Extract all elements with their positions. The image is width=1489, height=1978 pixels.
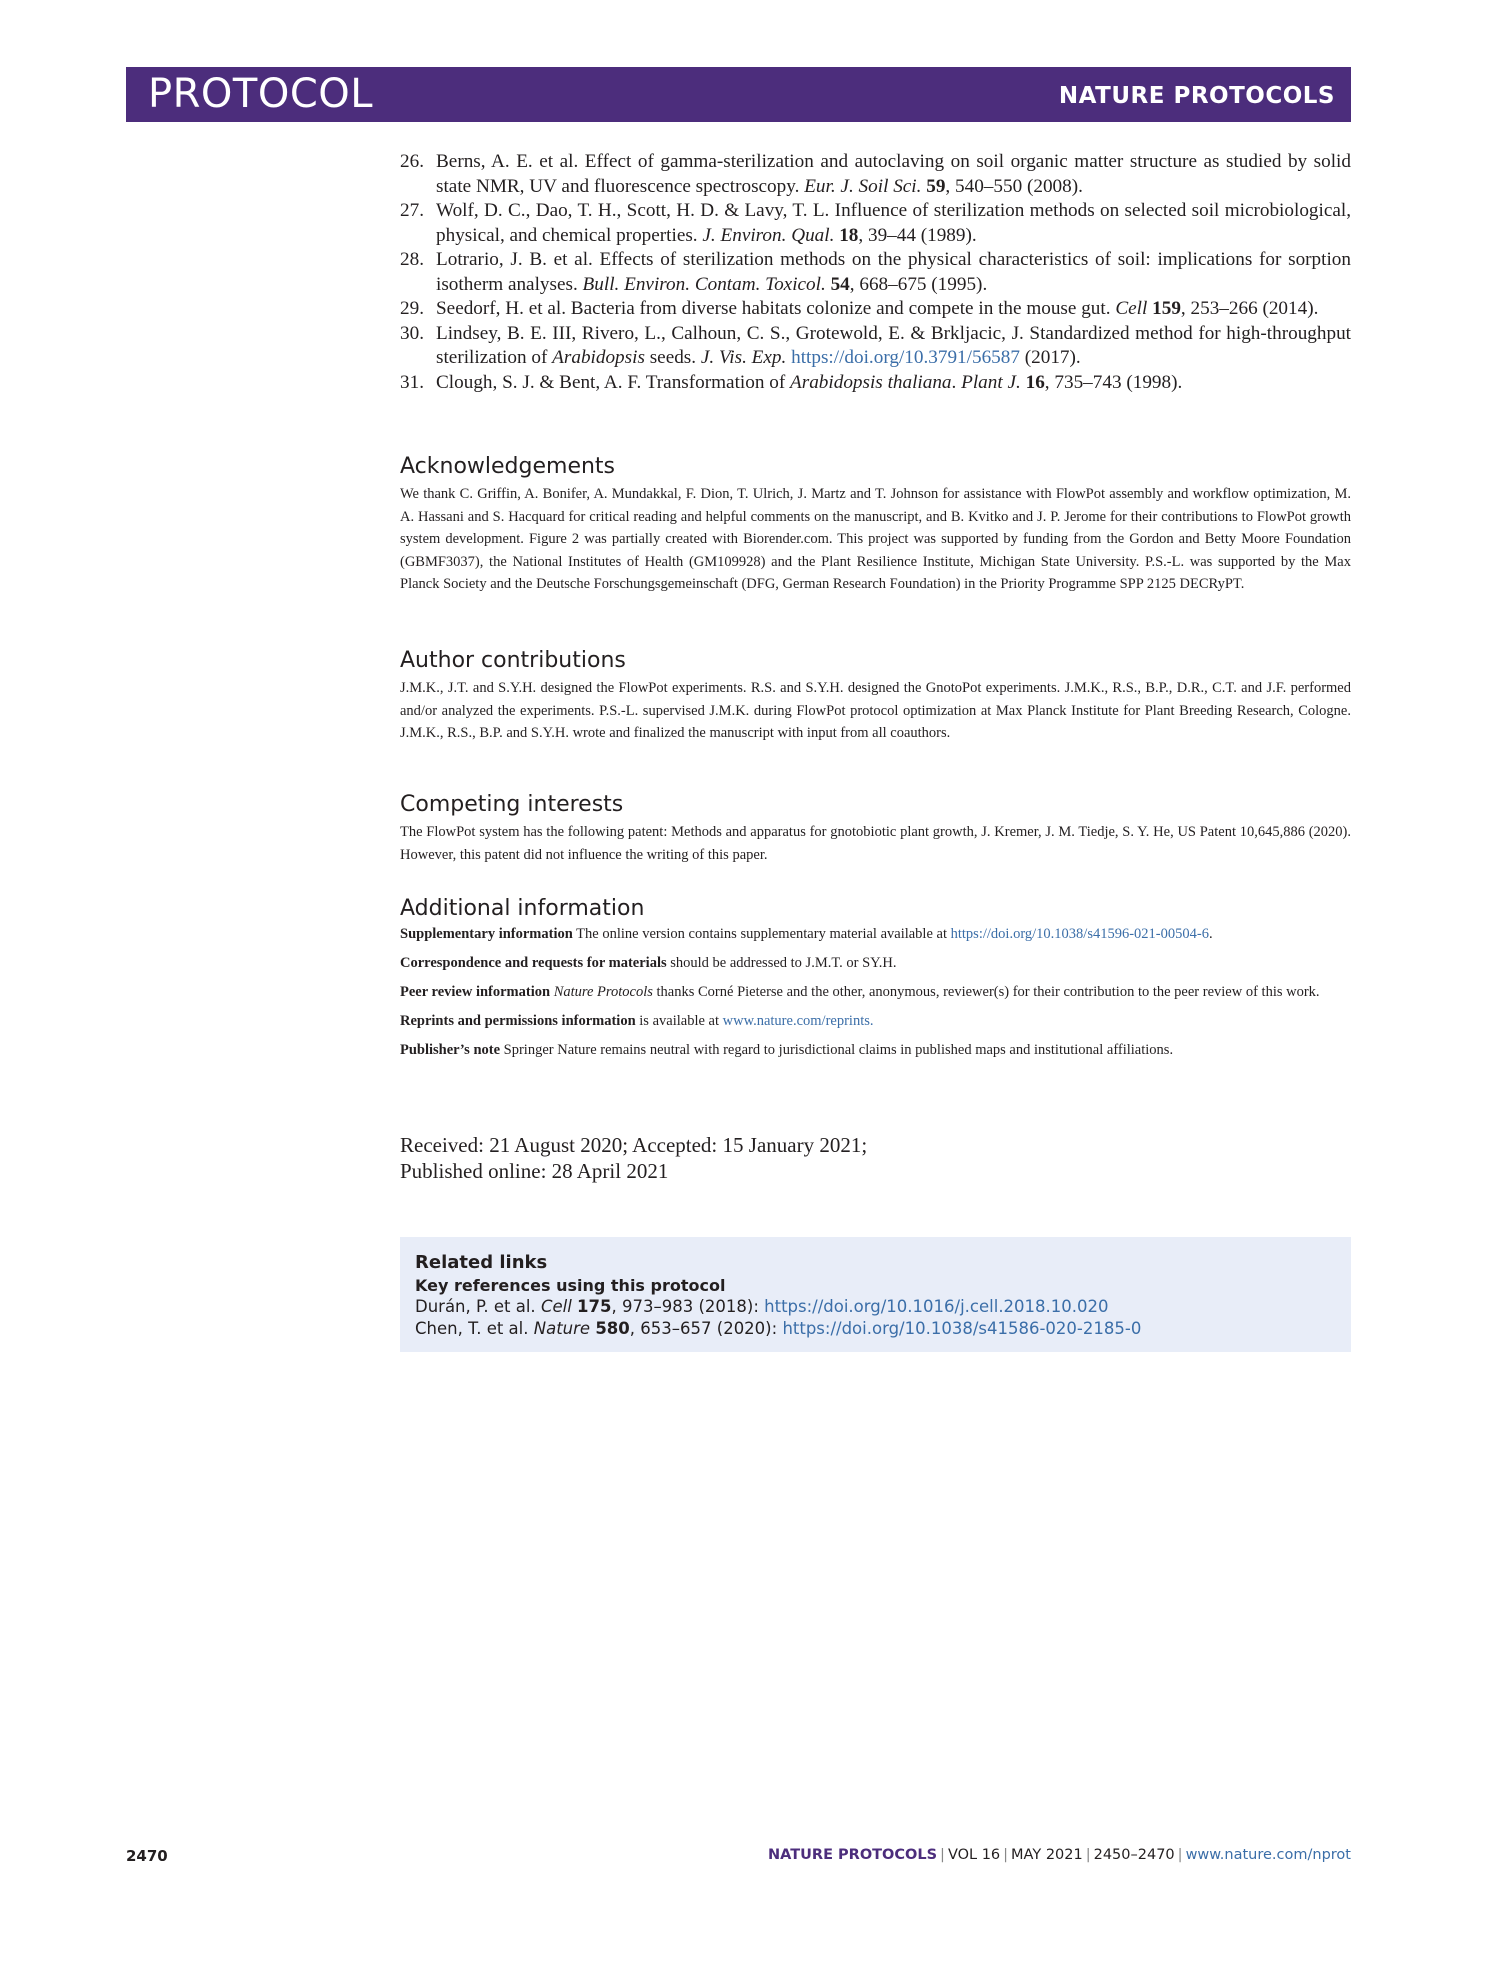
related-doi-link[interactable]: https://doi.org/10.1016/j.cell.2018.10.020 bbox=[764, 1297, 1109, 1316]
related-doi-link[interactable]: https://doi.org/10.1038/s41586-020-2185-0 bbox=[782, 1319, 1142, 1338]
acknowledgements-section bbox=[400, 453, 1351, 596]
section-text: J.M.K., J.T. and S.Y.H. designed the FlowPot experiments. R.S. and S.Y.H. designed the GnotoPot experiments. J.M.K., R.S., B.P., D.R., C.T. and J.F. performed and/or analyzed the experiments. P.S.-L. supervised J.M.K. during FlowPot protocol optimization at Max Planck Institute for Plant Breeding Research, Cologne. J.M.K., R.S., B.P. and S.Y.H. wrote and finalized the manuscript with input from all coauthors. bbox=[400, 680, 1351, 741]
section-text: We thank C. Griffin, A. Bonifer, A. Mundakkal, F. Dion, T. Ulrich, J. Martz and T. Johnson for assistance with FlowPot assembly and workflow optimization, M. A. Hassani and S. Hacquard for critical reading and helpful comments on the manuscript, and B. Kvitko and J. P. Jerome for their contributions to FlowPot growth system development. Figure 2 was partially created with Biorender.com. This project was supported by funding from the Gordon and Betty Moore Foundation (GBMF3037), the National Institutes of Health (GM109928) and the Plant Resilience Institute, Michigan State University. P.S.-L. was supported by the Max Planck Society and the Deutsche Forschungsgemeinschaft (DFG, German Research Foundation) in the Priority Programme SPP 2125 DECRyPT. bbox=[400, 486, 1351, 592]
related-link-item: Durán, P. et al. Cell 175, 973–983 (2018): https://doi.org/10.1016/j.cell.2018.10.020 bbox=[415, 1297, 1109, 1316]
received-dates: Received: 21 August 2020; Accepted: 15 January 2021; Published online: 28 April 2021 bbox=[400, 1133, 868, 1183]
journal-url-link[interactable]: www.nature.com/nprot bbox=[1185, 1847, 1351, 1863]
reprints-info: Reprints and permissions information is available at www.nature.com/reprints. bbox=[400, 1013, 874, 1029]
competing-interests-section bbox=[400, 791, 1351, 866]
reference-item: 26. Berns, A. E. et al. Effect of gamma-sterilization and autoclaving on soil organic matter structure as studied by solid state NMR, UV and fluorescence spectroscopy. Eur. J. Soil Sci. 59, 540–550 (2008). bbox=[400, 151, 1351, 197]
related-link-item: Chen, T. et al. Nature 580, 653–657 (2020): https://doi.org/10.1038/s41586-020-2185-0 bbox=[415, 1319, 1142, 1338]
section-heading: Competing interests bbox=[400, 792, 624, 817]
publishers-note: Publisher’s note Springer Nature remains neutral with regard to jurisdictional claims in published maps and institutional affiliations. bbox=[400, 1042, 1174, 1058]
reference-item: 27. Wolf, D. C., Dao, T. H., Scott, H. D. & Lavy, T. L. Influence of sterilization methods on selected soil microbiological, physical, and chemical properties. J. Environ. Qual. 18, 39–44 (1989). bbox=[400, 200, 1351, 246]
doi-link[interactable]: https://doi.org/10.3791/56587 bbox=[791, 347, 1020, 368]
supplementary-link[interactable]: https://doi.org/10.1038/s41596-021-00504-6 bbox=[950, 926, 1209, 942]
section-label: PROTOCOL bbox=[148, 71, 374, 117]
correspondence-info: Correspondence and requests for materials should be addressed to J.M.T. or SY.H. bbox=[400, 955, 897, 971]
related-links-title: Related links bbox=[415, 1252, 548, 1273]
reprints-link[interactable]: www.nature.com/reprints. bbox=[722, 1013, 874, 1029]
page-header bbox=[126, 67, 1351, 122]
supplementary-info: Supplementary information The online version contains supplementary material available at https://doi.org/10.1038/s41596-021-00504-6. bbox=[400, 926, 1213, 942]
author-contributions-section bbox=[400, 647, 1351, 745]
reference-item: 28. Lotrario, J. B. et al. Effects of sterilization methods on the physical characteristics of soil: implications for sorption isotherm analyses. Bull. Environ. Contam. Toxicol. 54, 668–675 (1995). bbox=[400, 249, 1351, 295]
related-links-subtitle: Key references using this protocol bbox=[415, 1276, 726, 1295]
related-links-box bbox=[400, 1237, 1351, 1352]
reference-list bbox=[400, 150, 1351, 395]
page-number: 2470 bbox=[126, 1847, 168, 1865]
reference-item: 30. Lindsey, B. E. III, Rivero, L., Calhoun, C. S., Grotewold, E. & Brkljacic, J. Standardized method for high-throughput sterilization of Arabidopsis seeds. J. Vis. Exp. https://doi.org/10.3791/56587 (2017). bbox=[400, 322, 1351, 368]
section-text: The FlowPot system has the following patent: Methods and apparatus for gnotobiotic plant growth, J. Kremer, J. M. Tiedje, S. Y. He, US Patent 10,645,886 (2020). However, this patent did not influence the writing of this paper. bbox=[400, 824, 1351, 863]
peer-review-info: Peer review information Nature Protocols thanks Corné Pieterse and the other, anonymous, reviewer(s) for their contribution to the peer review of this work. bbox=[400, 984, 1320, 1000]
section-heading: Additional information bbox=[400, 896, 645, 921]
journal-name: NATURE PROTOCOLS bbox=[1058, 83, 1335, 109]
section-heading: Acknowledgements bbox=[400, 454, 616, 479]
footer-citation: NATURE PROTOCOLS | VOL 16 | MAY 2021 | 2450–2470 | www.nature.com/nprot bbox=[768, 1847, 1351, 1863]
section-heading: Author contributions bbox=[400, 648, 626, 673]
reference-item: 29. Seedorf, H. et al. Bacteria from diverse habitats colonize and compete in the mouse gut. Cell 159, 253–266 (2014). bbox=[400, 298, 1319, 319]
reference-item: 31. Clough, S. J. & Bent, A. F. Transformation of Arabidopsis thaliana. Plant J. 16, 735–743 (1998). bbox=[400, 371, 1183, 393]
additional-information-section bbox=[400, 895, 1351, 1068]
